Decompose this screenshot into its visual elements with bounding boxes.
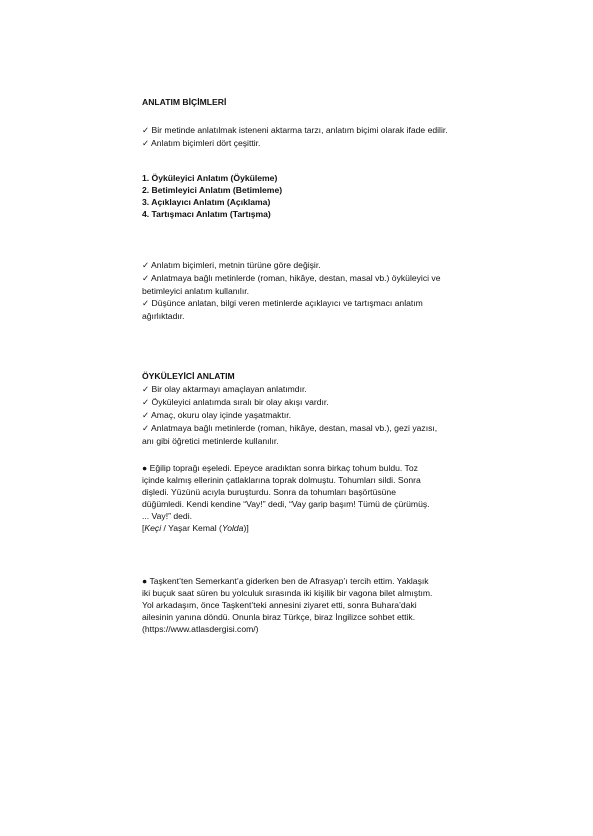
note-item: ✓ Anlatım biçimleri, metnin türüne göre değişir. xyxy=(142,260,321,271)
note-item: ✓ Düşünce anlatan, bilgi veren metinlerde açıklayıcı ve tartışmacı anlatım ağırlıktadır. xyxy=(142,298,423,321)
check-icon: ✓ xyxy=(142,274,150,284)
types-list xyxy=(142,172,462,220)
list-item: 1. Öyküleyici Anlatım (Öyküleme) xyxy=(142,173,278,183)
check-icon: ✓ xyxy=(142,261,150,271)
example-keci xyxy=(142,462,438,534)
example-taskent xyxy=(142,575,438,635)
intro-item: ✓ Anlatım biçimleri dört çeşittir. xyxy=(142,138,261,149)
check-icon: ✓ xyxy=(142,424,150,434)
check-icon: ✓ xyxy=(142,411,150,421)
point-item: ✓ Bir olay aktarmayı amaçlayan anlatımdır. xyxy=(142,384,307,395)
example-text: ● Taşkent’ten Semerkant’a giderken ben de Afrasyap’ı tercih ettim. Yaklaşık iki buçuk saat süren bu yolculuk sırasında iki kişilik bir vagona bilet almıştım. Yol arkadaşım, önce Taşkent’teki annesini ziyaret etti, sonra Buhara’daki ailesinin yanına döndü. Onunla biraz Türkçe, biraz İngilizce sohbet ettik. xyxy=(142,576,433,622)
list-item: 3. Açıklayıcı Anlatım (Açıklama) xyxy=(142,197,271,207)
check-icon: ✓ xyxy=(142,299,150,309)
bullet-icon: ● xyxy=(142,576,148,586)
point-item: ✓ Anlatmaya bağlı metinlerde (roman, hikâye, destan, masal vb.), gezi yazısı, anı gibi öğretici metinlerde kullanılır. xyxy=(142,423,438,446)
list-item: 4. Tartışmacı Anlatım (Tartışma) xyxy=(142,209,271,219)
intro-item: ✓ Bir metinde anlatılmak isteneni aktarma tarzı, anlatım biçimi olarak ifade edilir. xyxy=(142,125,448,136)
points-list xyxy=(142,383,442,447)
example-text: ● Eğilip toprağı eşeledi. Epeyce aradıktan sonra birkaç tohum buldu. Toz içinde kalmış ellerinin çatlaklarına toprak dolmuştu. Tohumları sildi. Sonra dişledi. Yüzünü acıyla buruşturdu. Sonra da tohumları başörtüsüne düğümledi. Kendi kendine “Vay!” dedi, “Vay garip başım! Tümü de çürümüş. ... Vay!” dedi. xyxy=(142,463,430,521)
page-title: ANLATIM BİÇİMLERİ xyxy=(142,97,227,107)
notes-list xyxy=(142,259,454,322)
point-item: ✓ Öyküleyici anlatımda sıralı bir olay akışı vardır. xyxy=(142,397,329,408)
example-source: [Keçi / Yaşar Kemal (Yolda)] xyxy=(142,523,249,533)
check-icon: ✓ xyxy=(142,385,150,395)
point-item: ✓ Amaç, okuru olay içinde yaşatmaktır. xyxy=(142,410,291,421)
check-icon: ✓ xyxy=(142,139,150,149)
note-item: ✓ Anlatmaya bağlı metinlerde (roman, hikâye, destan, masal vb.) öyküleyici ve betimleyici anlatım kullanılır. xyxy=(142,273,441,296)
example-source-link: (https://www.atlasdergisi.com/) xyxy=(142,624,259,634)
check-icon: ✓ xyxy=(142,126,150,136)
list-item: 2. Betimleyici Anlatım (Betimleme) xyxy=(142,185,283,195)
intro-list xyxy=(142,124,454,150)
bullet-icon: ● xyxy=(142,463,148,473)
section-heading: ÖYKÜLEYİCİ ANLATIM xyxy=(142,371,235,381)
section-title-anlatim-bicimleri xyxy=(142,96,462,108)
check-icon: ✓ xyxy=(142,398,150,408)
section-title-oykuleyici xyxy=(142,370,462,382)
